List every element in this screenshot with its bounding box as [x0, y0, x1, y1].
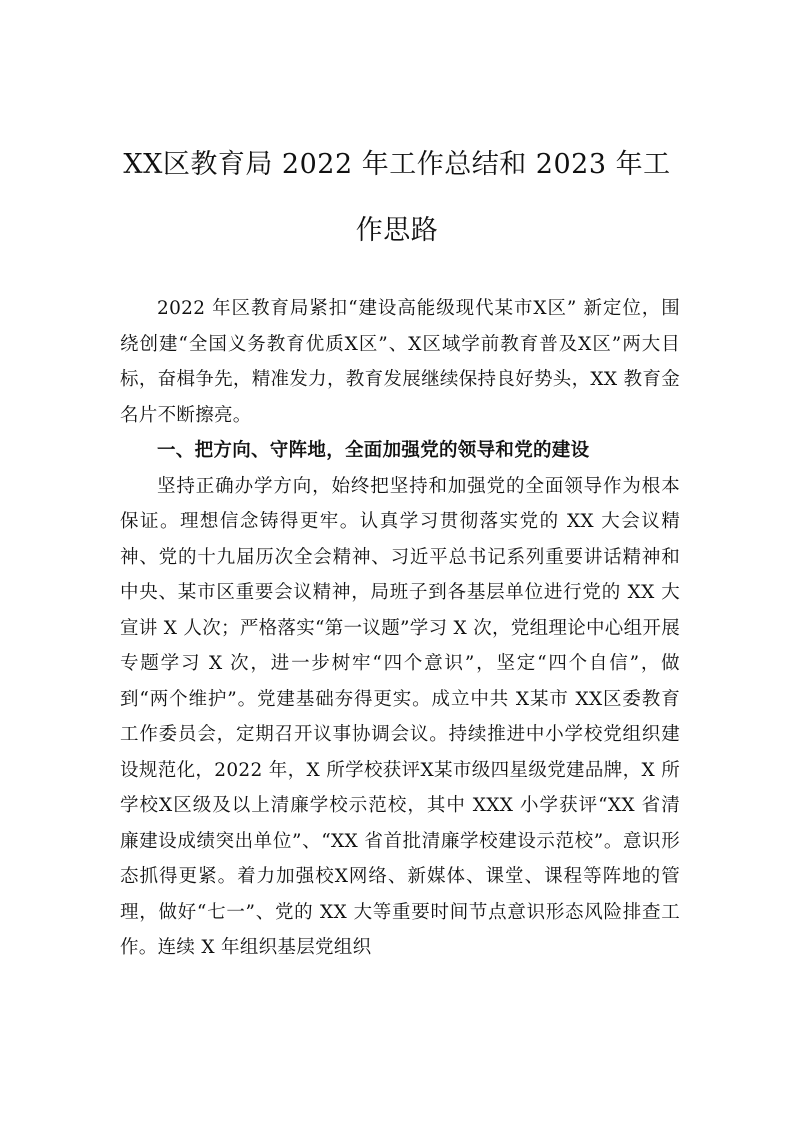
section-1-paragraph: 坚持正确办学方向，始终把坚持和加强党的全面领导作为根本保证。理想信念铸得更牢。认真学习贯彻落实党的 XX 大会议精神、党的十九届历次全会精神、习近平总书记系列重要讲话精神和中央、某市区重要会议精神，局班子到各基层单位进行党的 XX 大宣讲 X 人次；严格落实“第一议题”学习 X 次，党组理论中心组开展专题学习 X 次，进一步树牢“四个意识”，坚定“四个自信”，做到“两个维护”。党建基础夯得更实。成立中共 X某市 XX区委教育工作委员会，定期召开议事协调会议。持续推进中小学校党组织建设规范化，2022 年，X 所学校获评X某市级四星级党建品牌，X 所学校X区级及以上清廉学校示范校，其中 XXX 小学获评“XX 省清廉建设成绩突出单位”、“XX 省首批清廉学校建设示范校”。意识形态抓得更紧。着力加强校X网络、新媒体、课堂、课程等阵地的管理，做好“七一”、党的 XX 大等重要时间节点意识形态风险排查工作。连续 X 年组织基层党组织	[120, 475, 680, 958]
document-body	[120, 291, 680, 966]
section-1-heading: 一、把方向、守阵地，全面加强党的领导和党的建设	[157, 440, 590, 461]
document-title-line-1: XX区教育局 2022 年工作总结和 2023 年工	[123, 149, 671, 180]
intro-paragraph: 2022 年区教育局紧扣“建设高能级现代某市X区” 新定位，围绕创建“全国义务教育优质X区”、X区域学前教育普及X区”两大目标，奋楫争先，精准发力，教育发展继续保持良好势头，XX 教育金名片不断擦亮。	[120, 298, 680, 426]
document-title-line-2: 作思路	[355, 215, 439, 246]
